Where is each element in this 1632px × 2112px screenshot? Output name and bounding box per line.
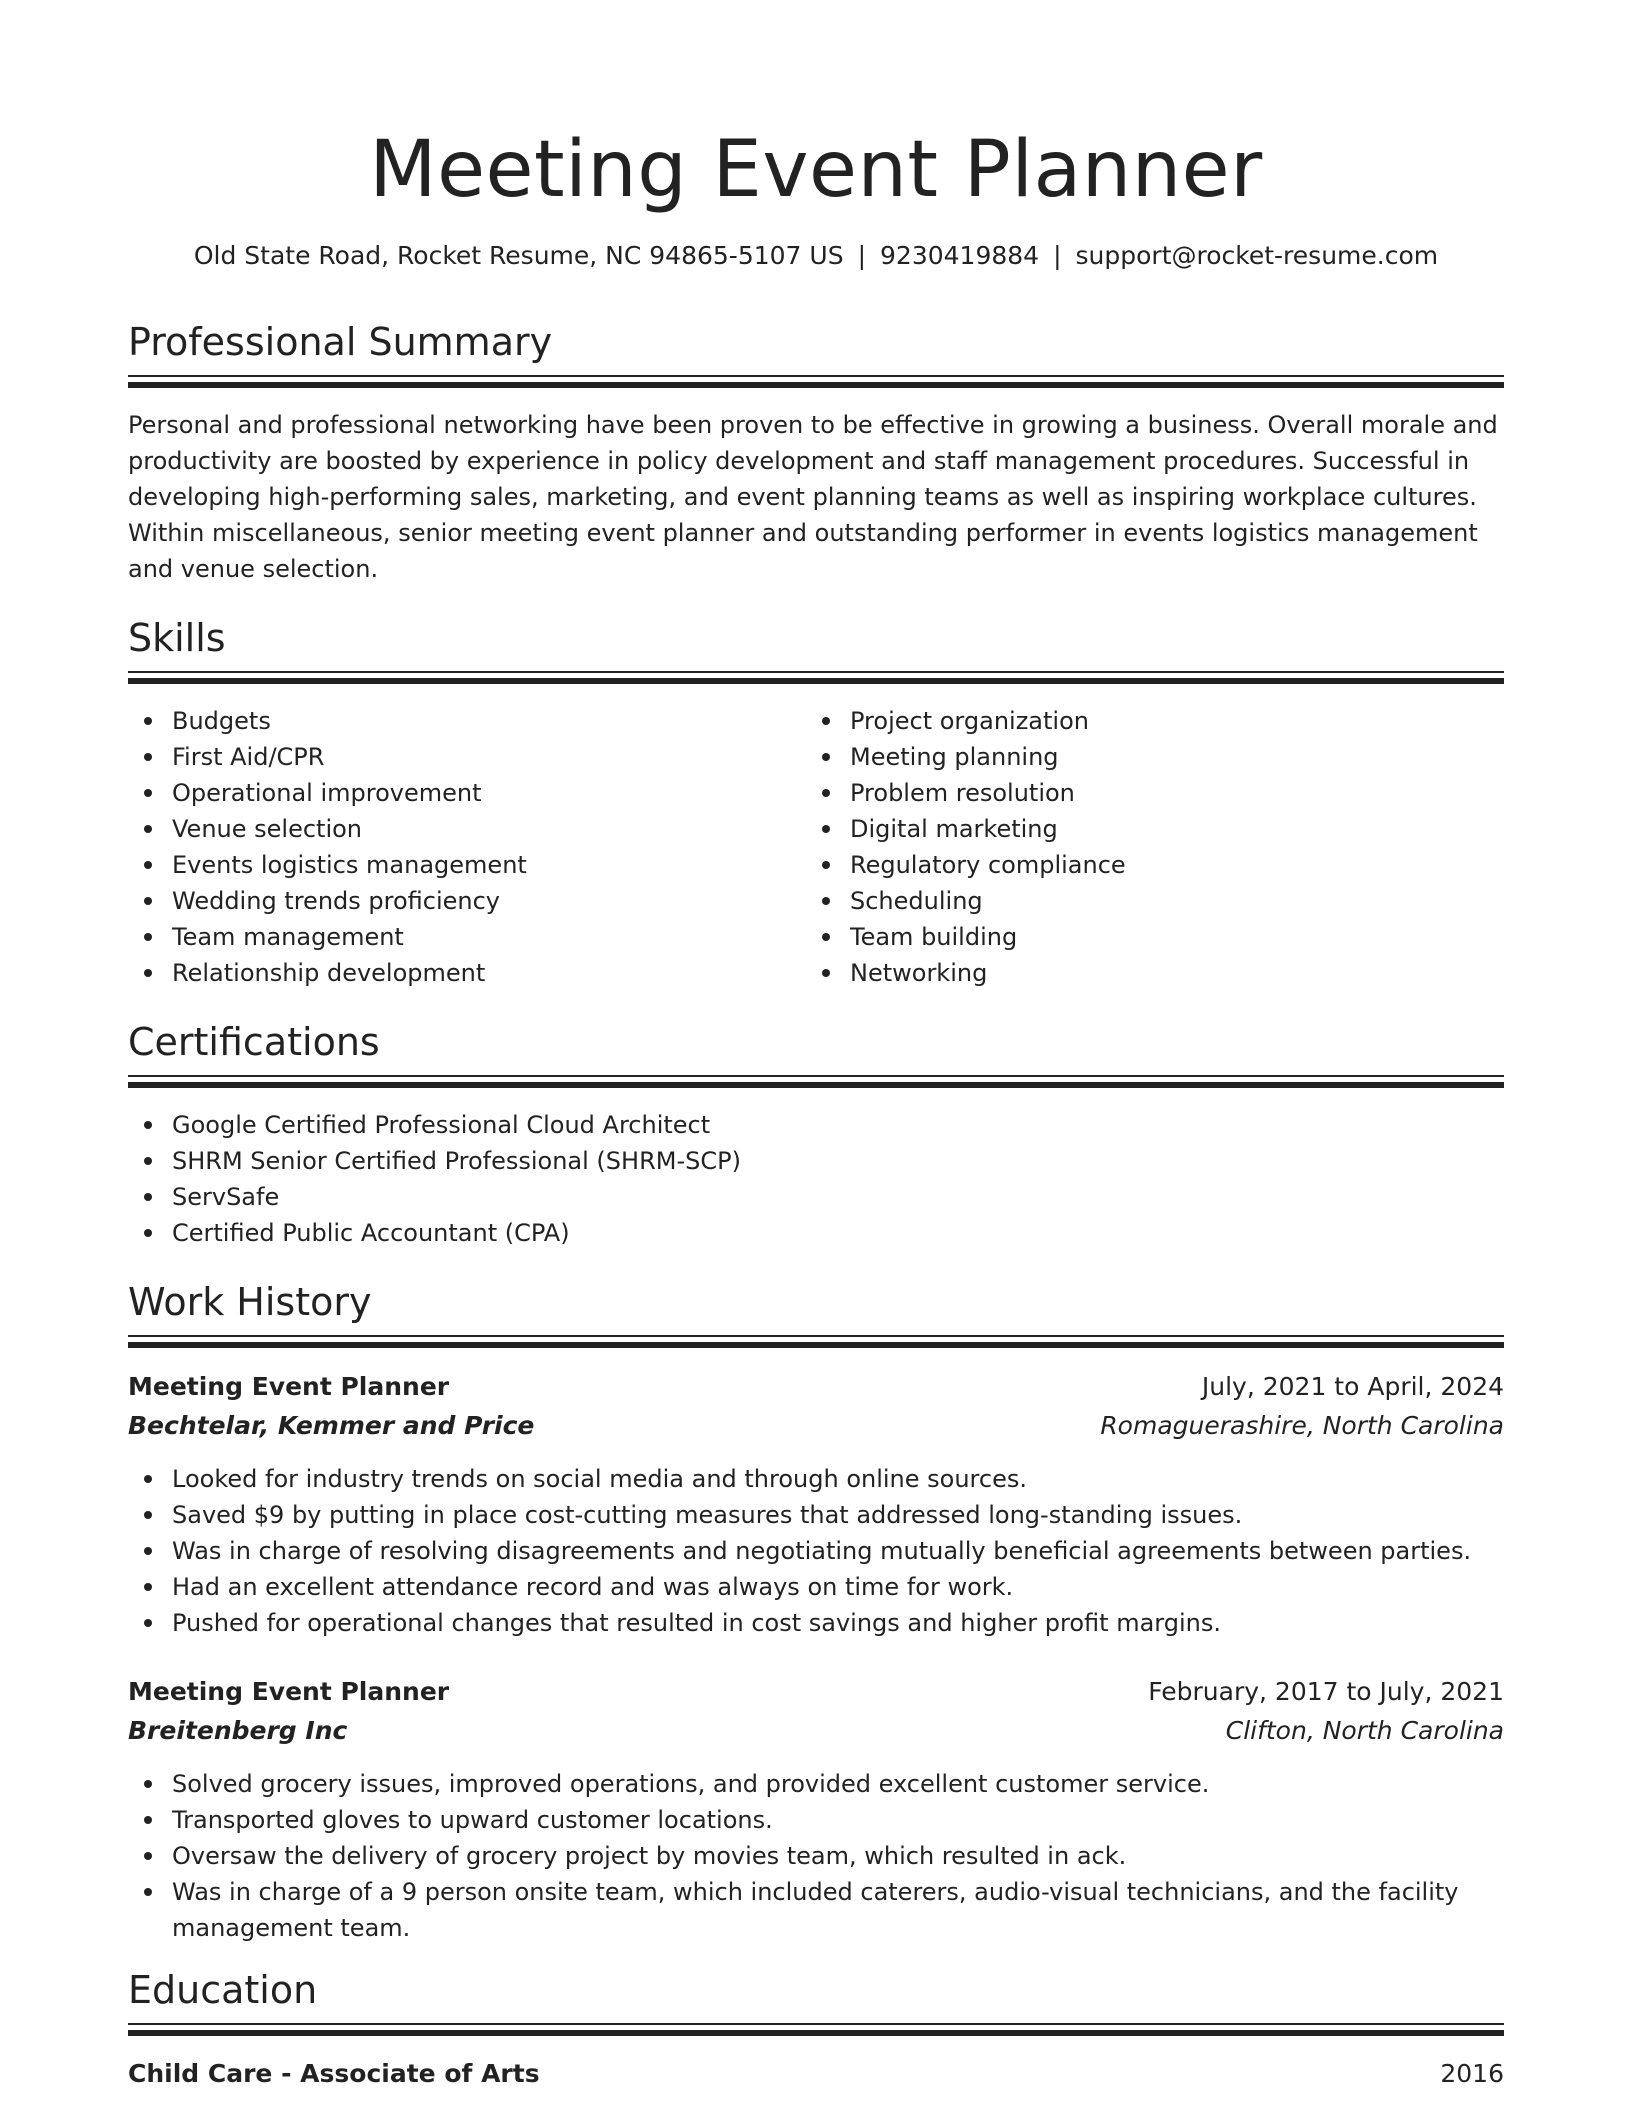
skill-item: Relationship development: [172, 955, 792, 991]
job-location: Romaguerashire, North Carolina: [1100, 1411, 1504, 1440]
certification-item: SHRM Senior Certified Professional (SHRM-SCP): [172, 1143, 1472, 1179]
skill-item: Problem resolution: [850, 775, 1500, 811]
skill-item: Team management: [172, 919, 792, 955]
contact-email: support@rocket-resume.com: [1075, 241, 1439, 270]
certifications-list: [128, 1107, 1472, 1251]
skill-item: Wedding trends proficiency: [172, 883, 792, 919]
skill-item: Venue selection: [172, 811, 792, 847]
skill-item: Scheduling: [850, 883, 1500, 919]
skill-item: Team building: [850, 919, 1500, 955]
skill-item: Budgets: [172, 703, 792, 739]
contact-line: [128, 238, 1504, 274]
contact-separator: |: [857, 241, 867, 270]
skills-list-left: [128, 703, 792, 991]
section-title-skills: Skills: [128, 616, 226, 660]
section-title-work-history: Work History: [128, 1280, 372, 1324]
education-row: [128, 2055, 1504, 2093]
skill-item: Operational improvement: [172, 775, 792, 811]
job-position: Meeting Event Planner: [128, 1372, 450, 1401]
skill-item: Networking: [850, 955, 1500, 991]
job-bullet: Was in charge of a 9 person onsite team, which included caterers, audio-visual technicians, and the facility management team.: [172, 1874, 1504, 1946]
certification-item: Certified Public Accountant (CPA): [172, 1215, 1472, 1251]
skill-item: Project organization: [850, 703, 1500, 739]
job-bullet: Saved $9 by putting in place cost-cutting measures that addressed long-standing issues.: [172, 1497, 1504, 1533]
candidate-name: Meeting Event Planner: [369, 125, 1263, 215]
job-bullets: [128, 1461, 1504, 1641]
job-header: [128, 1673, 1504, 1711]
summary-text: Personal and professional networking have been proven to be effective in growing a business. Overall morale and productivity are boosted by experience in policy development and staff management procedures. Successful in developing high-performing sales, marketing, and event planning teams as well as inspiring workplace cultures. Within miscellaneous, senior meeting event planner and outstanding performer in events logistics management and venue selection.: [128, 411, 1498, 583]
section-divider: [128, 1335, 1504, 1348]
contact-address: Old State Road, Rocket Resume, NC 94865-5107 US: [193, 241, 844, 270]
job-company: Breitenberg Inc: [128, 1716, 348, 1745]
job-bullet: Looked for industry trends on social media and through online sources.: [172, 1461, 1504, 1497]
section-divider: [128, 375, 1504, 388]
job-header: [128, 1368, 1504, 1406]
job-bullet: Oversaw the delivery of grocery project by movies team, which resulted in ack.: [172, 1838, 1504, 1874]
job-bullet: Was in charge of resolving disagreements and negotiating mutually beneficial agreements between parties.: [172, 1533, 1504, 1569]
job-bullet: Solved grocery issues, improved operations, and provided excellent customer service.: [172, 1766, 1504, 1802]
section-divider: [128, 2023, 1504, 2036]
education-degree: Child Care - Associate of Arts: [128, 2059, 540, 2088]
contact-separator: |: [1053, 241, 1062, 270]
education-year: 2016: [1440, 2059, 1504, 2088]
skill-item: First Aid/CPR: [172, 739, 792, 775]
skill-item: Meeting planning: [850, 739, 1500, 775]
job-bullet: Had an excellent attendance record and was always on time for work.: [172, 1569, 1504, 1605]
section-divider: [128, 1075, 1504, 1088]
certification-item: Google Certified Professional Cloud Architect: [172, 1107, 1472, 1143]
section-divider: [128, 671, 1504, 684]
skill-item: Digital marketing: [850, 811, 1500, 847]
job-dates: February, 2017 to July, 2021: [1148, 1677, 1504, 1706]
certification-item: ServSafe: [172, 1179, 1472, 1215]
job-bullet: Transported gloves to upward customer locations.: [172, 1802, 1504, 1838]
job-position: Meeting Event Planner: [128, 1677, 450, 1706]
skill-item: Events logistics management: [172, 847, 792, 883]
job-bullet: Pushed for operational changes that resulted in cost savings and higher profit margins.: [172, 1605, 1504, 1641]
section-title-education: Education: [128, 1968, 318, 2012]
job-company-row: [128, 1712, 1504, 1750]
skills-list-right: [806, 703, 1500, 991]
skill-item: Regulatory compliance: [850, 847, 1500, 883]
section-title-summary: Professional Summary: [128, 320, 553, 364]
job-company: Bechtelar, Kemmer and Price: [128, 1411, 535, 1440]
job-bullets: [128, 1766, 1504, 1946]
job-dates: July, 2021 to April, 2024: [1201, 1372, 1504, 1401]
job-location: Clifton, North Carolina: [1225, 1716, 1504, 1745]
section-title-certifications: Certifications: [128, 1020, 380, 1064]
job-company-row: [128, 1407, 1504, 1445]
contact-phone: 9230419884: [880, 241, 1040, 270]
